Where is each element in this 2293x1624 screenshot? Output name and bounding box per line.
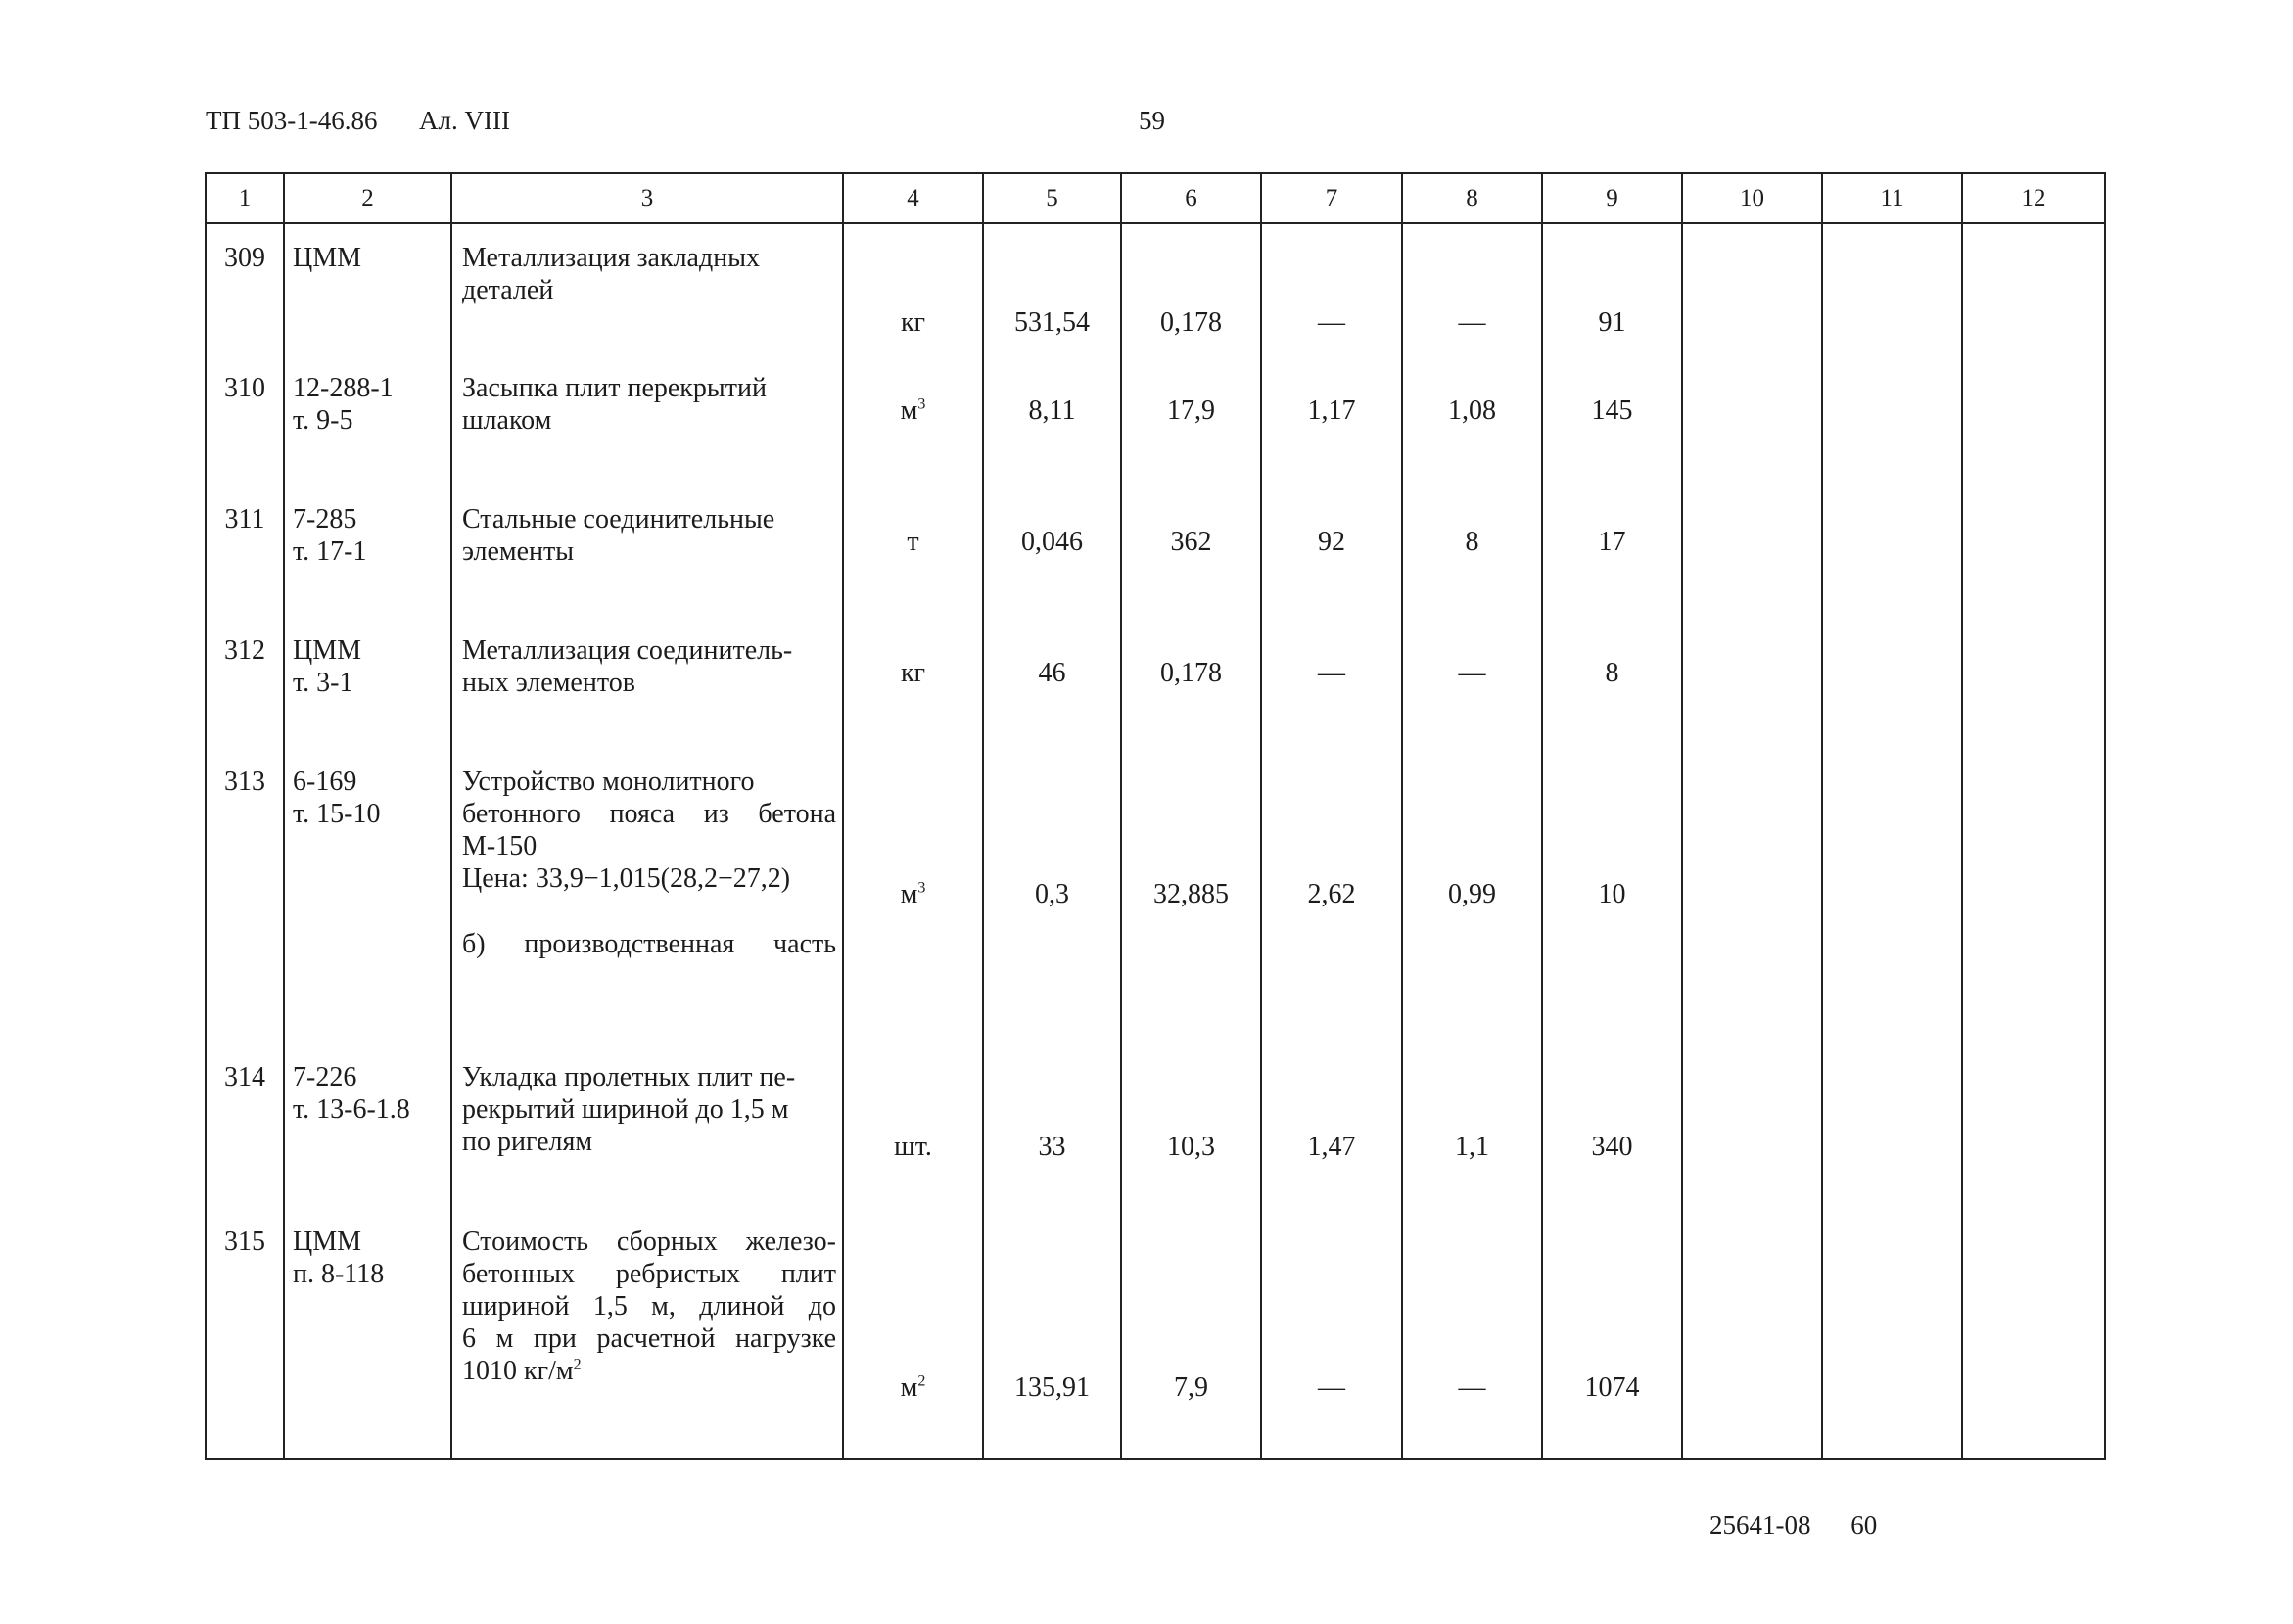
norm-reference: 12-288-1 т. 9-5 (284, 354, 451, 486)
norm-reference: ЦММ (284, 223, 451, 354)
unit: шт. (843, 1044, 983, 1208)
quantity: 33 (983, 1044, 1121, 1208)
item-number: 311 (206, 486, 284, 617)
column-8-value: 8 (1402, 486, 1542, 617)
column-header: 7 (1261, 173, 1402, 223)
empty-cell (1962, 910, 2105, 1044)
work-description: Металлизация закладных деталей (451, 223, 843, 354)
quantity: 0,3 (983, 748, 1121, 910)
column-header: 2 (284, 173, 451, 223)
work-description: Засыпка плит перекрытий шлаком (451, 354, 843, 486)
norm-reference: 7-285 т. 17-1 (284, 486, 451, 617)
empty-cell (1822, 1208, 1962, 1459)
column-8-value: 1,08 (1402, 354, 1542, 486)
norm-reference: 7-226 т. 13-6-1.8 (284, 1044, 451, 1208)
column-header: 8 (1402, 173, 1542, 223)
work-description: Устройство монолитного бетонного пояса из бетона М-150 Цена: 33,9−1,015(28,2−27,2) (451, 748, 843, 910)
unit: $м^2$ (843, 1208, 983, 1459)
column-header: 3 (451, 173, 843, 223)
quantity: 0,046 (983, 486, 1121, 617)
item-number: 310 (206, 354, 284, 486)
empty-cell (1962, 617, 2105, 748)
column-9-value: 145 (1542, 354, 1682, 486)
column-header: 10 (1682, 173, 1822, 223)
empty-cell (1682, 354, 1822, 486)
empty-cell (1962, 354, 2105, 486)
column-header: 4 (843, 173, 983, 223)
column-8-value: — (1402, 617, 1542, 748)
empty-cell (284, 910, 451, 1044)
empty-cell (1962, 486, 2105, 617)
empty-cell (1822, 617, 1962, 748)
empty-cell (1822, 486, 1962, 617)
norm-reference: ЦММ т. 3-1 (284, 617, 451, 748)
column-7-value: 2,62 (1261, 748, 1402, 910)
unit: $м^3$ (843, 748, 983, 910)
item-number: 309 (206, 223, 284, 354)
empty-cell (1962, 1044, 2105, 1208)
column-header: 1 (206, 173, 284, 223)
work-description: Металлизация соединитель- ных элементов (451, 617, 843, 748)
empty-cell (1822, 748, 1962, 910)
footer-doc-number: 25641-08 (1709, 1510, 1811, 1540)
empty-cell (843, 910, 983, 1044)
item-number: 315 (206, 1208, 284, 1459)
table-row (206, 1044, 2105, 1208)
empty-cell (1261, 910, 1402, 1044)
item-number: 314 (206, 1044, 284, 1208)
empty-cell (1682, 1208, 1822, 1459)
column-8-value: — (1402, 223, 1542, 354)
column-header: 12 (1962, 173, 2105, 223)
empty-cell (983, 910, 1121, 1044)
column-header: 9 (1542, 173, 1682, 223)
column-9-value: 91 (1542, 223, 1682, 354)
work-description: Стальные соединительные элементы (451, 486, 843, 617)
norm-reference: 6-169 т. 15-10 (284, 748, 451, 910)
column-7-value: 1,17 (1261, 354, 1402, 486)
unit-price: 362 (1121, 486, 1261, 617)
table-row (206, 617, 2105, 748)
column-header: 5 (983, 173, 1121, 223)
column-7-value: — (1261, 617, 1402, 748)
empty-cell (1682, 223, 1822, 354)
item-number: 313 (206, 748, 284, 910)
empty-cell (1682, 748, 1822, 910)
empty-cell (1682, 617, 1822, 748)
item-number: 312 (206, 617, 284, 748)
column-7-value: 92 (1261, 486, 1402, 617)
empty-cell (1822, 223, 1962, 354)
empty-cell (1962, 223, 2105, 354)
unit-price: 0,178 (1121, 617, 1261, 748)
quantity: 46 (983, 617, 1121, 748)
footer-page-number: 60 (1850, 1510, 1878, 1540)
empty-cell (1962, 748, 2105, 910)
empty-cell (1682, 1044, 1822, 1208)
table-row (206, 486, 2105, 617)
column-7-value: — (1261, 1208, 1402, 1459)
column-8-value: 0,99 (1402, 748, 1542, 910)
empty-cell (1542, 910, 1682, 1044)
empty-cell (1962, 1208, 2105, 1459)
unit: кг (843, 617, 983, 748)
column-9-value: 340 (1542, 1044, 1682, 1208)
unit-price: 32,885 (1121, 748, 1261, 910)
column-8-value: — (1402, 1208, 1542, 1459)
empty-cell (1822, 1044, 1962, 1208)
column-header: 6 (1121, 173, 1261, 223)
section-label: б) производственная часть (451, 910, 843, 1044)
quantity: 135,91 (983, 1208, 1121, 1459)
column-7-value: — (1261, 223, 1402, 354)
work-description: Стоимость сборных железо- бетонных ребристых плит шириной 1,5 м, длиной до 6 м при расчетной нагрузке 1010 $кг/м^2$ (451, 1208, 843, 1459)
column-9-value: 8 (1542, 617, 1682, 748)
column-9-value: 17 (1542, 486, 1682, 617)
quantity: 8,11 (983, 354, 1121, 486)
column-header: 11 (1822, 173, 1962, 223)
empty-cell (1682, 486, 1822, 617)
empty-cell (1822, 354, 1962, 486)
page-number: 59 (1139, 106, 1165, 135)
document-code: ТП 503-1-46.86 (206, 106, 378, 135)
column-9-value: 1074 (1542, 1208, 1682, 1459)
empty-cell (1682, 910, 1822, 1044)
unit-price: 10,3 (1121, 1044, 1261, 1208)
section-row (206, 910, 2105, 1044)
unit-price: 0,178 (1121, 223, 1261, 354)
empty-cell (206, 910, 284, 1044)
empty-cell (1121, 910, 1261, 1044)
unit-price: 17,9 (1121, 354, 1261, 486)
empty-cell (1822, 910, 1962, 1044)
column-number-row (206, 173, 2105, 223)
estimate-table (205, 172, 2106, 1460)
unit: т (843, 486, 983, 617)
quantity: 531,54 (983, 223, 1121, 354)
unit: $м^3$ (843, 354, 983, 486)
column-8-value: 1,1 (1402, 1044, 1542, 1208)
footer (1709, 1510, 1877, 1541)
column-7-value: 1,47 (1261, 1044, 1402, 1208)
work-description: Укладка пролетных плит пе- рекрытий шириной до 1,5 м по ригелям (451, 1044, 843, 1208)
unit: кг (843, 223, 983, 354)
column-9-value: 10 (1542, 748, 1682, 910)
table-row (206, 223, 2105, 354)
table-row (206, 748, 2105, 910)
norm-reference: ЦММ п. 8-118 (284, 1208, 451, 1459)
table-row (206, 354, 2105, 486)
table-row (206, 1208, 2105, 1459)
empty-cell (1402, 910, 1542, 1044)
unit-price: 7,9 (1121, 1208, 1261, 1459)
album-number: Ал. VIII (419, 106, 510, 135)
